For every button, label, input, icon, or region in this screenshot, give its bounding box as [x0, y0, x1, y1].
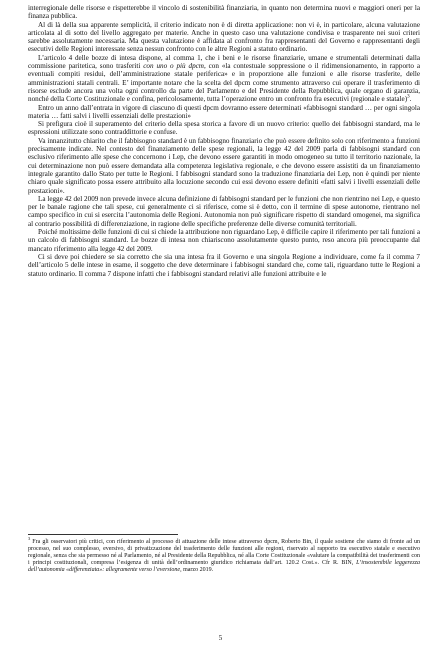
- paragraph-3-text: L’articolo 4 delle bozze di intesa dispone, al comma 1, che i beni e le risorse finanziarie, umane e strumentali determinati dalla commissione paritetica, sono trasferiti con uno o più dpcm, con «la contestuale soppressione o il ridimensionamento, in rapporto a eventuali compiti residui, dell’amministrazione statale periferica» e in proporzione alle funzioni e alle risorse trasferite, delle amministrazioni statali centrali. E’ importante notare che la scelta del dpcm come strumento attraverso cui operare il trasferimento di risorse esclude ancora una volta ogni controllo da parte del Parlamento e del Presidente della Repubblica, quale organo di garanzia, nonché della Corte Costituzionale e confina, pericolosamente, tutta l’operazione entro un confronto fra esecutivi (regionale e statale): [28, 53, 420, 104]
- paragraph-2: Al di là della sua apparente semplicità, il criterio indicato non è di diretta applicazione: non vi è, in particolare, alcuna valutazione articolata al di sotto del livello aggregato per materie. Anche in questo caso una valutazione condivisa e trasparente nei suoi criteri sarebbe assolutamente necessaria. Ma questa valutazione è affidata al confronto fra rappresentanti del Governo e rappresentanti degli esecutivi delle Regioni interessate senza nessun confronto con le altre Regioni a statuto ordinario.: [28, 20, 420, 54]
- paragraph-8: Poiché moltissime delle funzioni di cui si chiede la attribuzione non riguardano Lep, è difficile capire il riferimento per tali funzioni a un calcolo di fabbisogni standard. Le bozze di intesa non chiariscono assolutamente questo punto, reso ancora più preoccupante dal mancato riferimento alla legge 42 del 2009.: [28, 228, 420, 253]
- footnote-text-after: , marzo 2019.: [180, 567, 214, 574]
- italic-phrase: con uno o più dpcm: [143, 62, 204, 71]
- page-number: 5: [218, 634, 223, 642]
- paragraph-1: interregionale delle risorse e rispetterebbe il vincolo di sostenibilità finanziaria, in quanto non determina nuovi e maggiori oneri per la finanza pubblica.: [28, 4, 420, 21]
- footnote-marker[interactable]: 3: [407, 94, 410, 100]
- footnote-cited-title: L’insostenibile leggerezza dell’autonomia «differenziata»: allegramente verso l’eversione: [28, 560, 420, 574]
- paragraph-6: Va innanzitutto chiarito che il fabbisogno standard è un fabbisogno finanziario che può essere definito solo con riferimento a funzioni precisamente indicate. Nel contesto del finanziamento delle spese regionali, la legge 42 del 2009 parla di fabbisogni standard con esclusivo riferimento alle spese che concernono i Lep, che devono essere garantiti in modo omogeneo su tutto il territorio nazionale, la cui determinazione non può essere demandata alla competenza legislativa regionale, e che devono essere assistiti da un finanziamento integrale garantito dallo Stato per tutte le Regioni. I fabbisogni standard sono la traduzione finanziaria dei Lep, non è quindi per niente chiaro quale significato possa essere attribuito alla locuzione secondo cui essi devono essere definiti «fatti salvi i livelli essenziali delle prestazioni».: [28, 136, 420, 195]
- paragraph-4: Entro un anno dall’entrata in vigore di ciascuno di questi dpcm dovranno essere determinati «fabbisogni standard … per ogni singola materia … fatti salvi i livelli essenziali delle prestazioni»: [28, 103, 420, 120]
- document-body: [28, 4, 420, 278]
- footnote-text-before: Fra gli osservatori più critici, con riferimento al processo di attuazione delle intese attraverso dpcm, Roberto Bin, il quale sostiene che siamo di fronte ad un processo, nel suo complesso, eversivo, di privatizzazione del trasferimento delle funzioni alle regioni, riservato al rapporto tra esecutivo statale e esecutivo regionale, senza che sia permesso né al Parlamento, né al Presidente della Repubblica, né alla Corte Costituzionale «valutare la compatibilità dei trasferimenti con i principi costituzionali, compresa l’esigenza di unità dell’ordinamento giuridico richiamata dall’art. 120.2 Cost.». Cfr R. BIN,: [28, 539, 420, 567]
- footnote-separator: [28, 534, 178, 535]
- footnote-number: 3: [28, 536, 31, 541]
- paragraph-5: Si prefigura cioè il superamento del criterio della spesa storica a favore di un nuovo criterio: quello dei fabbisogni standard, ma le espressioni utilizzate sono contraddittorie e confuse.: [28, 120, 420, 137]
- paragraph-3: L’articolo 4 delle bozze di intesa dispone, al comma 1, che i beni e le risorse finanziarie, umane e strumentali determinati dalla commissione paritetica, sono trasferiti con uno o più dpcm, con «la contestuale soppressione o il ridimensionamento, in rapporto a eventuali compiti residui, dell’amministrazione statale periferica» e in proporzione alle funzioni e alle risorse trasferite, delle amministrazioni statali centrali. E’ importante notare che la scelta del dpcm come strumento attraverso cui operare il trasferimento di risorse esclude ancora una volta ogni controllo da parte del Parlamento e del Presidente della Repubblica, quale organo di garanzia, nonché della Corte Costituzionale e confina, pericolosamente, tutta l’operazione entro un confronto fra esecutivi (regionale e statale)$^3$.: [28, 53, 420, 104]
- paragraph-9: Ci si deve poi chiedere se sia corretto che sia una intesa fra il Governo e una singola Regione a individuare, come fa il comma 7 dell’articolo 5 delle intese in esame, il soggetto che deve determinare i fabbisogni standard che, come tali, riguardano tutte le Regioni a statuto ordinario. Il comma 7 dispone infatti che i fabbisogni standard relativi alle funzioni attribuite e le: [28, 252, 420, 278]
- footnote: [28, 536, 420, 574]
- paragraph-7: La legge 42 del 2009 non prevede invece alcuna definizione di fabbisogni standard per le funzioni che non rientrino nei Lep, e questo per le banale ragione che tali spese, cui generalmente ci si riferisce, come si è detto, con il termine di spese autonome, rientrano nel campo specifico in cui si esercita l’autonomia delle Regioni. Autonomia non può significare rispetto di standard omogenei, ma significa al contrario possibilità di differenziazione, in ragione delle specifiche preferenze delle diverse comunità territoriali.: [28, 194, 420, 228]
